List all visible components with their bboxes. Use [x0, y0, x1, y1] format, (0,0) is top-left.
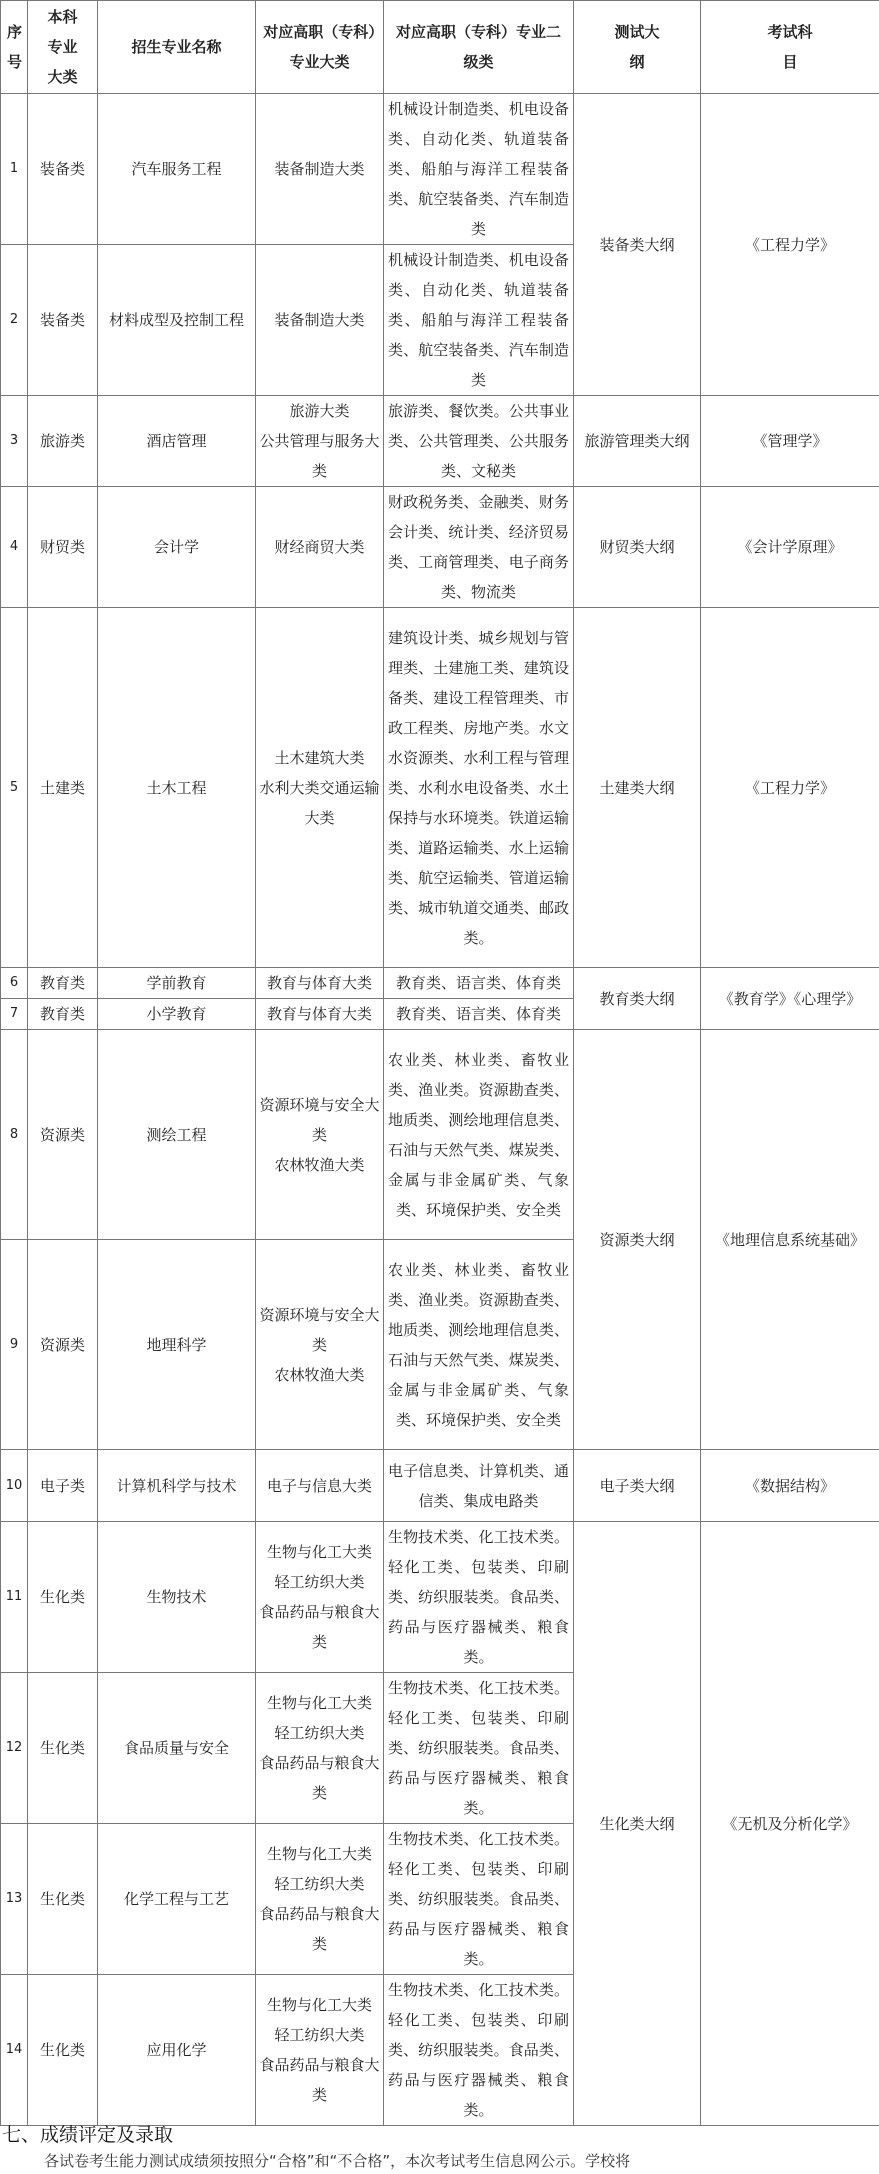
- row-index: 13: [1, 1824, 28, 1975]
- row-major: 汽车服务工程: [98, 94, 256, 245]
- row-vocational-sub: 生物技术类、化工技术类。轻化工类、包装类、印刷类、纺织服装类。食品类、药品与医疗器械类、粮食类。: [384, 1673, 574, 1824]
- row-index: 1: [1, 94, 28, 245]
- header-category: 本科专业大类: [28, 1, 98, 94]
- row-vocational: 生物与化工大类 轻工纺织大类 食品药品与粮食大类: [256, 1824, 384, 1975]
- header-vocational-sub: 对应高职（专科）专业二级类: [384, 1, 574, 94]
- table-header-row: [1, 1, 879, 94]
- row-index: 12: [1, 1673, 28, 1824]
- header-major: 招生专业名称: [98, 1, 256, 94]
- row-index: 5: [1, 608, 28, 968]
- row-major: 材料成型及控制工程: [98, 245, 256, 396]
- table-row: [1, 396, 879, 487]
- group-outline: 旅游管理类大纲: [574, 396, 701, 487]
- row-category: 教育类: [28, 999, 98, 1030]
- row-index: 14: [1, 1975, 28, 2126]
- row-vocational-sub: 机械设计制造类、机电设备类、自动化类、轨道装备类、船舶与海洋工程装备类、航空装备类、汽车制造类: [384, 245, 574, 396]
- group-subject: 《教育学》《心理学》: [701, 968, 879, 1030]
- group-outline: 财贸类大纲: [574, 487, 701, 608]
- table-row: [1, 487, 879, 608]
- row-index: 4: [1, 487, 28, 608]
- header-subject: 考试科目: [701, 1, 879, 94]
- row-vocational: 生物与化工大类 轻工纺织大类 食品药品与粮食大类: [256, 1522, 384, 1673]
- row-category: 资源类: [28, 1030, 98, 1240]
- row-major: 食品质量与安全: [98, 1673, 256, 1824]
- row-category: 装备类: [28, 245, 98, 396]
- row-category: 电子类: [28, 1450, 98, 1522]
- row-vocational: 旅游大类 公共管理与服务大类: [256, 396, 384, 487]
- row-index: 2: [1, 245, 28, 396]
- section-grading: [0, 2122, 879, 2174]
- row-index: 11: [1, 1522, 28, 1673]
- row-category: 土建类: [28, 608, 98, 968]
- group-subject: 《管理学》: [701, 396, 879, 487]
- row-major: 学前教育: [98, 968, 256, 999]
- row-vocational-sub: 教育类、语言类、体育类: [384, 968, 574, 999]
- table-row: [1, 1522, 879, 1673]
- row-category: 财贸类: [28, 487, 98, 608]
- section-title: 七、成绩评定及录取: [0, 2122, 879, 2148]
- row-vocational: 装备制造大类: [256, 245, 384, 396]
- table-row: [1, 1030, 879, 1240]
- row-category: 生化类: [28, 1824, 98, 1975]
- row-category: 旅游类: [28, 396, 98, 487]
- row-major: 酒店管理: [98, 396, 256, 487]
- row-major: 化学工程与工艺: [98, 1824, 256, 1975]
- row-major: 应用化学: [98, 1975, 256, 2126]
- row-major: 计算机科学与技术: [98, 1450, 256, 1522]
- row-category: 资源类: [28, 1240, 98, 1450]
- row-vocational-sub: 建筑设计类、城乡规划与管理类、土建施工类、建筑设备类、建设工程管理类、市政工程类、房地产类。水文水资源类、水利工程与管理类、水利水电设备类、水土保持与水环境类。铁道运输类、道路运输类、水上运输类、航空运输类、管道运输类、城市轨道交通类、邮政类。: [384, 608, 574, 968]
- group-subject: 《无机及分析化学》: [701, 1522, 879, 2126]
- row-category: 生化类: [28, 1522, 98, 1673]
- row-index: 10: [1, 1450, 28, 1522]
- row-vocational-sub: 生物技术类、化工技术类。轻化工类、包装类、印刷类、纺织服装类。食品类、药品与医疗器械类、粮食类。: [384, 1975, 574, 2126]
- row-index: 8: [1, 1030, 28, 1240]
- row-vocational-sub: 农业类、林业类、畜牧业类、渔业类。资源勘查类、地质类、测绘地理信息类、石油与天然气类、煤炭类、金属与非金属矿类、气象类、环境保护类、安全类: [384, 1030, 574, 1240]
- group-outline: 土建类大纲: [574, 608, 701, 968]
- row-category: 装备类: [28, 94, 98, 245]
- group-outline: 资源类大纲: [574, 1030, 701, 1450]
- row-major: 土木工程: [98, 608, 256, 968]
- row-vocational: 教育与体育大类: [256, 968, 384, 999]
- table-row: [1, 608, 879, 968]
- row-vocational: 土木建筑大类 水利大类交通运输大类: [256, 608, 384, 968]
- row-category: 教育类: [28, 968, 98, 999]
- group-subject: 《数据结构》: [701, 1450, 879, 1522]
- row-vocational: 装备制造大类: [256, 94, 384, 245]
- header-outline: 测试大纲: [574, 1, 701, 94]
- header-index: 序号: [1, 1, 28, 94]
- row-vocational: 资源环境与安全大类 农林牧渔大类: [256, 1240, 384, 1450]
- row-vocational-sub: 电子信息类、计算机类、通信类、集成电路类: [384, 1450, 574, 1522]
- row-major: 会计学: [98, 487, 256, 608]
- row-vocational: 生物与化工大类 轻工纺织大类 食品药品与粮食大类: [256, 1673, 384, 1824]
- row-category: 生化类: [28, 1673, 98, 1824]
- header-vocational: 对应高职（专科）专业大类: [256, 1, 384, 94]
- row-category: 生化类: [28, 1975, 98, 2126]
- row-vocational-sub: 教育类、语言类、体育类: [384, 999, 574, 1030]
- row-vocational: 生物与化工大类 轻工纺织大类 食品药品与粮食大类: [256, 1975, 384, 2126]
- table-row: [1, 968, 879, 999]
- group-subject: 《地理信息系统基础》: [701, 1030, 879, 1450]
- row-index: 7: [1, 999, 28, 1030]
- row-major: 生物技术: [98, 1522, 256, 1673]
- table-row: [1, 94, 879, 245]
- row-vocational: 教育与体育大类: [256, 999, 384, 1030]
- group-subject: 《工程力学》: [701, 608, 879, 968]
- row-index: 9: [1, 1240, 28, 1450]
- row-index: 6: [1, 968, 28, 999]
- row-vocational-sub: 机械设计制造类、机电设备类、自动化类、轨道装备类、船舶与海洋工程装备类、航空装备类、汽车制造类: [384, 94, 574, 245]
- row-vocational: 资源环境与安全大类 农林牧渔大类: [256, 1030, 384, 1240]
- group-subject: 《会计学原理》: [701, 487, 879, 608]
- row-major: 小学教育: [98, 999, 256, 1030]
- row-vocational-sub: 旅游类、餐饮类。公共事业类、公共管理类、公共服务类、文秘类: [384, 396, 574, 487]
- row-major: 测绘工程: [98, 1030, 256, 1240]
- group-outline: 教育类大纲: [574, 968, 701, 1030]
- group-outline: 生化类大纲: [574, 1522, 701, 2126]
- row-major: 地理科学: [98, 1240, 256, 1450]
- row-vocational: 财经商贸大类: [256, 487, 384, 608]
- section-body: 各试卷考生能力测试成绩须按照分“合格”和“不合格”，本次考试考生信息网公示。学校将: [0, 2148, 879, 2174]
- row-vocational-sub: 农业类、林业类、畜牧业类、渔业类。资源勘查类、地质类、测绘地理信息类、石油与天然气类、煤炭类、金属与非金属矿类、气象类、环境保护类、安全类: [384, 1240, 574, 1450]
- row-vocational-sub: 生物技术类、化工技术类。轻化工类、包装类、印刷类、纺织服装类。食品类、药品与医疗器械类、粮食类。: [384, 1824, 574, 1975]
- row-index: 3: [1, 396, 28, 487]
- group-subject: 《工程力学》: [701, 94, 879, 396]
- group-outline: 装备类大纲: [574, 94, 701, 396]
- row-vocational-sub: 财政税务类、金融类、财务会计类、统计类、经济贸易类、工商管理类、电子商务类、物流类: [384, 487, 574, 608]
- table-row: [1, 1450, 879, 1522]
- row-vocational: 电子与信息大类: [256, 1450, 384, 1522]
- row-vocational-sub: 生物技术类、化工技术类。轻化工类、包装类、印刷类、纺织服装类。食品类、药品与医疗器械类、粮食类。: [384, 1522, 574, 1673]
- group-outline: 电子类大纲: [574, 1450, 701, 1522]
